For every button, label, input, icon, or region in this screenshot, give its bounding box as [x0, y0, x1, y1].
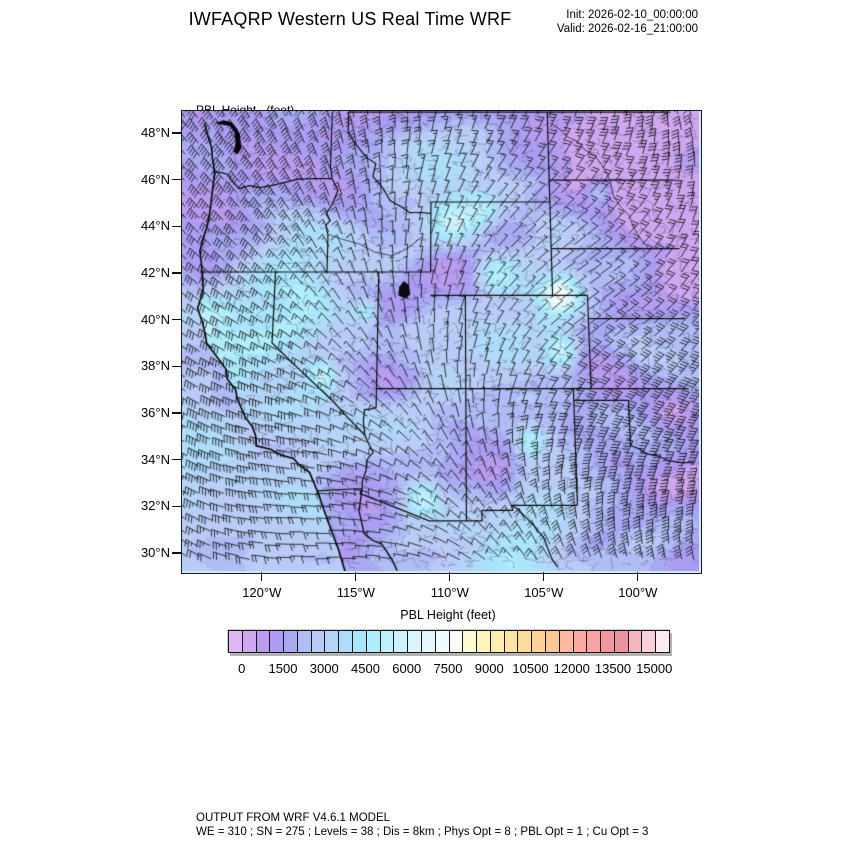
colorbar-cell [504, 631, 518, 652]
lon-tick [543, 572, 544, 581]
colorbar-tick-label: 10500 [512, 661, 549, 676]
colorbar-tick-label: 13500 [594, 661, 632, 676]
colorbar-tick-label: 9000 [474, 661, 504, 676]
colorbar-cell [256, 631, 270, 652]
footer [196, 811, 648, 839]
colorbar-cell [559, 631, 573, 652]
lat-tick-label: 36°N [140, 404, 170, 420]
colorbar-cell [366, 631, 380, 652]
lat-tick [172, 179, 182, 180]
lat-tick [172, 366, 182, 367]
colorbar-cell [352, 631, 366, 652]
lat-tick [172, 319, 182, 320]
footer-model-line: OUTPUT FROM WRF V4.6.1 MODEL [196, 812, 391, 824]
lon-tick-label: 110°W [430, 585, 469, 600]
colorbar-cell [655, 631, 669, 652]
colorbar-tick-label: 1500 [268, 661, 298, 676]
lon-tick-label: 115°W [336, 585, 375, 600]
lon-tick [355, 572, 356, 581]
map-frame [181, 110, 702, 574]
wrf-map-canvas [182, 111, 699, 571]
colorbar-title: PBL Height (feet) [400, 608, 496, 622]
lat-tick-label: 42°N [140, 264, 170, 280]
colorbar-cell [297, 631, 311, 652]
lat-tick-label: 32°N [140, 498, 170, 514]
lat-tick [172, 272, 182, 273]
lat-tick-label: 46°N [140, 171, 170, 187]
colorbar-cell [421, 631, 435, 652]
colorbar-tick-label: 7500 [433, 661, 463, 676]
colorbar-tick-label: 12000 [553, 661, 590, 676]
valid-timestamp: Valid: 2026-02-16_21:00:00 [556, 23, 698, 35]
colorbar-cell [586, 631, 600, 652]
lat-tick [172, 459, 182, 460]
colorbar-cell [393, 631, 407, 652]
lat-tick-label: 38°N [140, 358, 170, 374]
colorbar [228, 630, 670, 653]
footer-config-line: WE = 310 ; SN = 275 ; Levels = 38 ; Dis = 8km ; Phys Opt = 8 ; PBL Opt = 1 ; Cu Opt = 3 [196, 826, 649, 838]
lat-tick-label: 40°N [140, 311, 170, 327]
init-timestamp: Init: 2026-02-10_00:00:00 [566, 9, 698, 21]
colorbar-cell [269, 631, 283, 652]
colorbar-cell [407, 631, 421, 652]
colorbar-cell [229, 631, 242, 652]
colorbar-cell [545, 631, 559, 652]
colorbar-cell [476, 631, 490, 652]
colorbar-cell [490, 631, 504, 652]
lon-tick-label: 120°W [242, 585, 282, 600]
colorbar-tick-label: 15000 [636, 661, 673, 676]
colorbar-cell [600, 631, 614, 652]
colorbar-cell [311, 631, 325, 652]
lon-tick [261, 572, 262, 581]
lat-tick-label: 48°N [140, 124, 170, 140]
lat-tick-label: 30°N [140, 544, 170, 560]
colorbar-tick-label: 3000 [309, 661, 339, 676]
colorbar-cell [242, 631, 256, 652]
page-title: IWFAQRP Western US Real Time WRF [188, 9, 512, 29]
colorbar-cell [462, 631, 476, 652]
colorbar-cell [338, 631, 352, 652]
lat-tick-label: 44°N [140, 218, 170, 234]
lat-tick [172, 132, 182, 133]
lat-tick-label: 34°N [140, 451, 170, 467]
lon-tick [449, 572, 450, 581]
lat-tick [172, 506, 182, 507]
colorbar-cell [517, 631, 531, 652]
lat-tick [172, 412, 182, 413]
run-times [520, 8, 698, 36]
lon-tick-label: 105°W [524, 585, 564, 600]
lat-tick [172, 226, 182, 227]
colorbar-cell [324, 631, 338, 652]
colorbar-cell [573, 631, 587, 652]
colorbar-cell [283, 631, 297, 652]
colorbar-cell [380, 631, 394, 652]
lon-tick [637, 572, 638, 581]
lat-tick [172, 552, 182, 553]
colorbar-cell [641, 631, 655, 652]
colorbar-tick-label: 6000 [392, 661, 422, 676]
colorbar-cell [449, 631, 463, 652]
colorbar-tick-label: 4500 [351, 661, 380, 676]
colorbar-cell [628, 631, 642, 652]
colorbar-cell [435, 631, 449, 652]
colorbar-tick-label: 0 [238, 661, 246, 676]
lon-tick-label: 100°W [618, 585, 658, 600]
colorbar-cell [531, 631, 545, 652]
colorbar-cell [614, 631, 628, 652]
